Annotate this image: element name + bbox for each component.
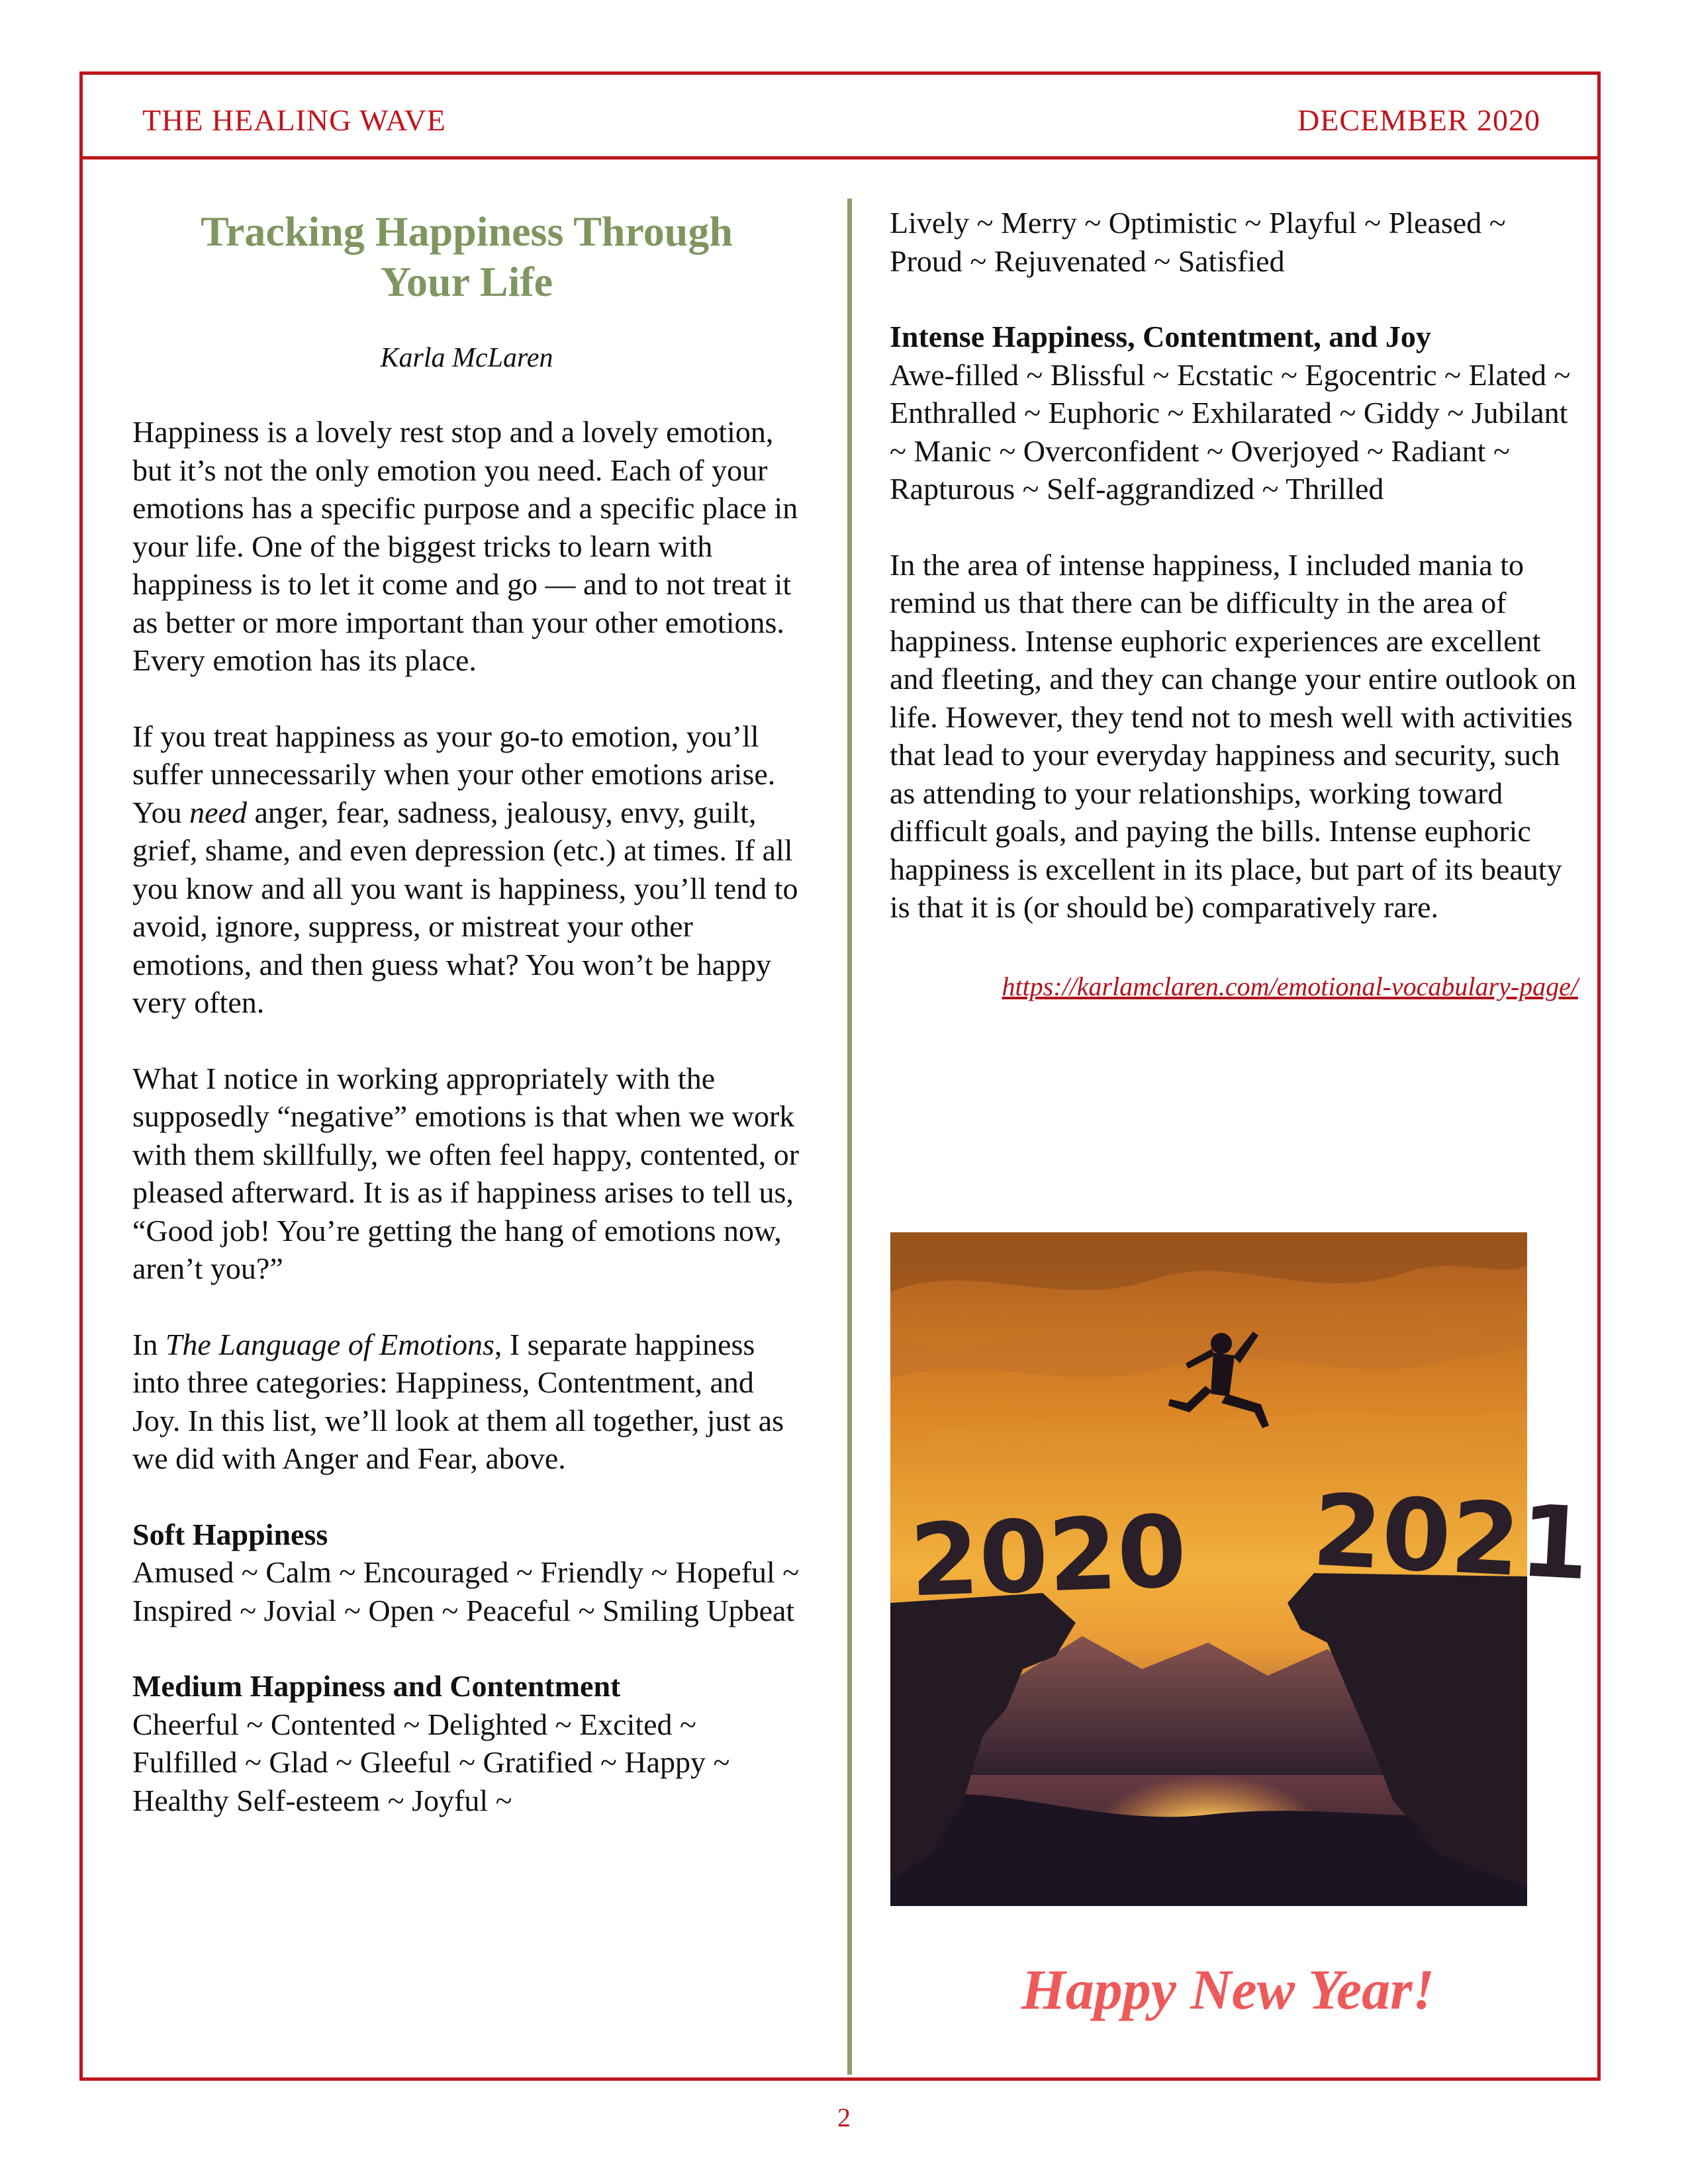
paragraph-4-text-a: In xyxy=(132,1327,165,1361)
paragraph-4-text-b: , I separate happiness into three categories: Happiness, Contentment, and Joy. In this list, we’ll look at them all together, just as we did with Anger and Fear, above. xyxy=(132,1327,784,1475)
article-title xyxy=(132,204,801,307)
paragraph-5: In the area of intense happiness, I included mania to remind us that there can be difficulty in the area of happiness. Intense euphoric experiences are excellent and fleeting, and they can change your entire outlook on life. However, they tend not to mesh well with activities that lead to your everyday happiness and security, such as attending to your relationships, working toward difficult goals, and paying the bills. Intense euphoric happiness is excellent in its place, but part of its beauty is that it is (or should be) comparatively rare. xyxy=(890,547,1577,924)
article-title-line1: Tracking Happiness Through xyxy=(201,208,733,255)
paragraph-4 xyxy=(132,1326,801,1478)
column-divider xyxy=(847,199,852,2075)
source-link[interactable]: https://karlamclaren.com/emotional-vocabulary-page/ xyxy=(1002,971,1578,1001)
left-column xyxy=(132,204,801,1819)
article-author: Karla McLaren xyxy=(380,343,553,373)
medium-happiness-heading: Medium Happiness and Contentment xyxy=(132,1669,621,1703)
year-2020-label: 2020 xyxy=(908,1494,1189,1619)
new-year-photo-illustration xyxy=(890,1232,1592,1906)
new-year-photo xyxy=(890,1232,1592,1906)
issue-date: DECEMBER 2020 xyxy=(1297,103,1540,137)
medium-happiness-list-part1: Cheerful ~ Contented ~ Delighted ~ Excited ~ Fulfilled ~ Glad ~ Gleeful ~ Gratified ~ Happy ~ Healthy Self-esteem ~ Joyful ~ xyxy=(132,1707,730,1817)
article-title-line2: Your Life xyxy=(380,258,553,305)
page-number: 2 xyxy=(837,2103,851,2132)
book-title: The Language of Emotions xyxy=(165,1327,494,1361)
intense-happiness-heading: Intense Happiness, Contentment, and Joy xyxy=(890,320,1431,353)
soft-happiness-heading: Soft Happiness xyxy=(132,1517,328,1551)
right-column xyxy=(890,204,1578,1003)
soft-happiness-list: Amused ~ Calm ~ Encouraged ~ Friendly ~ Hopeful ~ Inspired ~ Jovial ~ Open ~ Peaceful ~ Smiling Upbeat xyxy=(132,1555,800,1627)
intense-happiness-list: Awe-filled ~ Blissful ~ Ecstatic ~ Egocentric ~ Elated ~ Enthralled ~ Euphoric ~ Exhilarated ~ Giddy ~ Jubilant ~ Manic ~ Overconfident ~ Overjoyed ~ Radiant ~ Rapturous ~ Self-aggrandized ~ Thrilled xyxy=(890,357,1571,506)
newsletter-name: THE HEALING WAVE xyxy=(142,103,446,137)
paragraph-3: What I notice in working appropriately with the supposedly “negative” emotions is that when we work with them skillfully, we often feel happy, contented, or pleased afterward. It is as if happiness arises to tell us, “Good job! You’re getting the hang of emotions now, aren’t you?” xyxy=(132,1061,800,1285)
paragraph-2-emphasis: need xyxy=(189,795,247,829)
medium-happiness-list-part2: Lively ~ Merry ~ Optimistic ~ Playful ~ Pleased ~ Proud ~ Rejuvenated ~ Satisfied xyxy=(890,206,1506,278)
newsletter-header xyxy=(83,75,1597,159)
year-2021-label: 2021 xyxy=(1309,1473,1592,1603)
greeting-text: Happy New Year! xyxy=(1021,1958,1435,2021)
paragraph-1: Happiness is a lovely rest stop and a lovely emotion, but it’s not the only emotion you need. Each of your emotions has a specific purpose and a specific place in your life. One of the biggest tricks to learn with happiness is to let it come and go — and to not treat it as better or more important than your other emotions. Every emotion has its place. xyxy=(132,415,798,677)
paragraph-2 xyxy=(132,717,801,1022)
paragraph-2-text-b: anger, fear, sadness, jealousy, envy, guilt, grief, shame, and even depression (etc.) at times. If all you know and all you want is happiness, you’ll tend to avoid, ignore, suppress, or mistreat your other emotions, and then guess what? You won’t be happy very often. xyxy=(132,795,798,1019)
paragraph-2-text-a: If you treat happiness as your go-to emotion, you’ll suffer unnecessarily when your other emotions arise. You xyxy=(132,719,776,829)
